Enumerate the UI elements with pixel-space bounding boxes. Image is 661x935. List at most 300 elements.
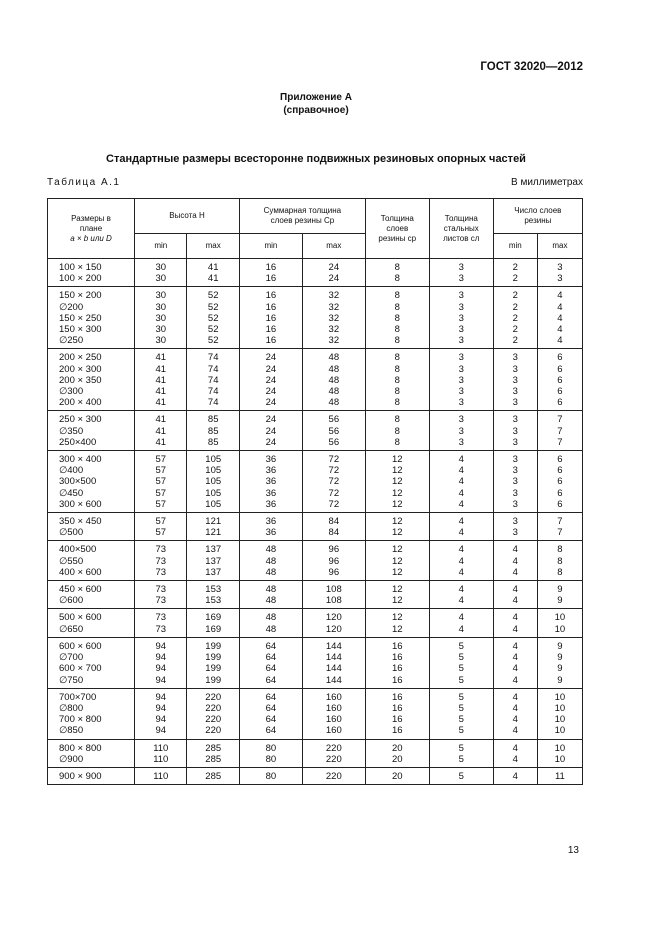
cell-line: 4 [458,566,464,578]
total-max-cell [302,609,365,637]
height-max-cell [187,541,239,581]
cell-line: 57 [155,465,167,477]
cell-line: 72 [328,476,340,488]
cell-line: 3 [512,465,518,477]
cell-line: 96 [328,555,340,567]
cell-line: 3 [512,476,518,488]
cell-line: 20 [391,753,403,765]
cell-line: 12 [391,487,403,499]
cell-line: 2 [512,335,518,347]
cell-line: 108 [325,584,342,596]
cell-line: 9 [557,652,563,664]
steel-thickness-cell [429,541,493,581]
cell-line: 48 [328,363,340,375]
total-max-cell [302,513,365,541]
cell-line: 8 [394,363,400,375]
cell-line: 3 [458,301,464,313]
cell-line: 160 [325,714,342,726]
layer-thickness-cell [365,349,429,411]
cell-line: 600 × 700 [59,663,102,675]
cell-line: 16 [265,301,277,313]
cell-line: 199 [205,652,222,664]
cell-line: 6 [557,363,563,375]
bearing-sizes-table [47,198,583,785]
cell-line: 4 [512,770,518,782]
cell-line: 85 [207,414,219,426]
cell-line: 74 [207,397,219,409]
cell-line: 48 [265,623,277,635]
cell-line: 74 [207,352,219,364]
cell-line: 48 [328,397,340,409]
cell-line: 3 [458,397,464,409]
cell-line: 8 [394,397,400,409]
cell-line: 6 [557,397,563,409]
total-min-cell [239,451,302,513]
cell-line: 48 [265,544,277,556]
cell-line: 300×500 [59,476,97,488]
count-min-cell [493,609,537,637]
cell-line: ∅350 [59,425,84,437]
cell-line: 600 × 600 [59,640,102,652]
count-max-cell [537,767,582,784]
cell-line: 8 [557,566,563,578]
cell-line: 48 [265,584,277,596]
cell-line: 3 [512,414,518,426]
cell-line: 4 [458,623,464,635]
cell-line: 48 [265,595,277,607]
count-max-cell [537,541,582,581]
table-row [48,259,583,287]
cell-line: 8 [394,290,400,302]
cell-line: ∅550 [59,555,84,567]
steel-thickness-cell [429,739,493,767]
cell-line: 220 [325,753,342,765]
cell-line: 52 [207,290,219,302]
height-max-cell [187,739,239,767]
cell-line: 8 [394,273,400,285]
cell-line: 3 [458,363,464,375]
cell-line: 85 [207,425,219,437]
count-min-cell [493,767,537,784]
cell-line: 150 × 300 [59,324,102,336]
cell-line: 10 [554,691,566,703]
total-min-cell [239,349,302,411]
cell-line: 4 [512,702,518,714]
count-min-cell [493,688,537,739]
steel-thickness-cell [429,451,493,513]
cell-line: 4 [512,663,518,675]
cell-line: 12 [391,465,403,477]
cell-line: 7 [557,527,563,539]
cell-line: 3 [512,352,518,364]
cell-line: 4 [512,742,518,754]
cell-line: 57 [155,527,167,539]
cell-line: 137 [205,544,222,556]
document-code: ГОСТ 32020—2012 [480,61,583,73]
total-max-cell [302,767,365,784]
cell-line: 100 × 150 [59,262,102,273]
cell-line: 41 [155,363,167,375]
steel-thickness-cell [429,259,493,287]
layer-thickness-cell [365,411,429,451]
table-row [48,688,583,739]
cell-line: 6 [557,374,563,386]
header-height: Высота H [135,199,240,234]
height-max-cell [187,581,239,609]
cell-line: 9 [557,640,563,652]
cell-line: 153 [205,595,222,607]
cell-line: 56 [328,436,340,448]
cell-line: 4 [512,652,518,664]
cell-line: 400 × 600 [59,566,102,578]
cell-line: 64 [265,702,277,714]
cell-line: 6 [557,476,563,488]
total-min-cell [239,739,302,767]
cell-line: 10 [554,725,566,737]
cell-line: 6 [557,498,563,510]
cell-line: 64 [265,663,277,675]
cell-line: 94 [155,663,167,675]
cell-line: 16 [391,663,403,675]
cell-line: 57 [155,476,167,488]
cell-line: 4 [512,674,518,686]
header-total-max: max [302,234,365,259]
cell-line: 32 [328,335,340,347]
cell-line: 250 × 300 [59,414,102,426]
cell-line: 8 [394,386,400,398]
height-min-cell [135,739,187,767]
layer-thickness-cell [365,581,429,609]
cell-line: 3 [458,335,464,347]
cell-line: 84 [328,516,340,528]
cell-line: 2 [512,324,518,336]
cell-line: 10 [554,753,566,765]
height-max-cell [187,287,239,349]
cell-line: 32 [328,324,340,336]
table-row [48,609,583,637]
count-min-cell [493,541,537,581]
cell-line: 7 [557,436,563,448]
cell-line: 24 [265,397,277,409]
cell-line: 3 [458,374,464,386]
cell-line: 41 [155,374,167,386]
header-steel-thickness: Толщина стальных листов cл [429,199,493,259]
cell-line: 48 [265,612,277,624]
cell-line: 32 [328,301,340,313]
cell-line: 3 [557,273,563,285]
height-max-cell [187,637,239,688]
size-cell [48,581,135,609]
count-max-cell [537,739,582,767]
cell-line: 4 [512,544,518,556]
cell-line: 84 [328,527,340,539]
cell-line: 30 [155,262,167,273]
cell-line: 36 [265,516,277,528]
cell-line: 220 [205,702,222,714]
height-min-cell [135,541,187,581]
cell-line: 73 [155,623,167,635]
total-min-cell [239,609,302,637]
cell-line: 74 [207,374,219,386]
cell-line: 220 [325,742,342,754]
appendix-heading [0,91,632,117]
cell-line: 64 [265,640,277,652]
cell-line: 5 [458,753,464,765]
cell-line: 73 [155,595,167,607]
cell-line: 12 [391,566,403,578]
size-cell [48,739,135,767]
total-min-cell [239,767,302,784]
header-layer-thickness: Толщина слоев резины cр [365,199,429,259]
total-min-cell [239,637,302,688]
cell-line: 94 [155,652,167,664]
cell-line: 3 [458,436,464,448]
cell-line: 3 [458,386,464,398]
cell-line: 16 [391,714,403,726]
cell-line: 900 × 900 [59,770,102,782]
total-max-cell [302,637,365,688]
cell-line: 64 [265,725,277,737]
cell-line: 16 [391,640,403,652]
cell-line: 144 [325,652,342,664]
cell-line: 5 [458,714,464,726]
cell-line: 36 [265,454,277,466]
cell-line: 105 [205,476,222,488]
layer-thickness-cell [365,541,429,581]
cell-line: 12 [391,516,403,528]
cell-line: 9 [557,674,563,686]
cell-line: 5 [458,663,464,675]
total-max-cell [302,581,365,609]
cell-line: 48 [265,566,277,578]
count-min-cell [493,349,537,411]
total-max-cell [302,541,365,581]
cell-line: 12 [391,612,403,624]
cell-line: 36 [265,498,277,510]
cell-line: 5 [458,702,464,714]
appendix-type: (справочное) [283,105,349,116]
cell-line: 56 [328,425,340,437]
cell-line: 144 [325,663,342,675]
size-cell [48,541,135,581]
page-number: 13 [567,845,579,856]
cell-line: 105 [205,454,222,466]
cell-line: 7 [557,516,563,528]
cell-line: 4 [557,324,563,336]
cell-line: 10 [554,612,566,624]
header-total-min: min [239,234,302,259]
cell-line: 300 × 600 [59,498,102,510]
cell-line: 4 [458,454,464,466]
size-cell [48,767,135,784]
cell-line: 2 [512,301,518,313]
cell-line: 3 [512,436,518,448]
cell-line: 3 [458,273,464,285]
cell-line: 199 [205,663,222,675]
table-row [48,513,583,541]
cell-line: 72 [328,487,340,499]
size-cell [48,451,135,513]
cell-line: 144 [325,640,342,652]
cell-line: 48 [328,352,340,364]
cell-line: 500 × 600 [59,612,102,624]
cell-line: 94 [155,702,167,714]
cell-line: 24 [265,363,277,375]
layer-thickness-cell [365,637,429,688]
cell-line: 3 [512,487,518,499]
layer-thickness-cell [365,513,429,541]
table-row [48,287,583,349]
cell-line: 6 [557,386,563,398]
cell-line: 4 [512,584,518,596]
steel-thickness-cell [429,349,493,411]
cell-line: 24 [265,352,277,364]
cell-line: 12 [391,595,403,607]
cell-line: 4 [512,623,518,635]
cell-line: 16 [265,312,277,324]
cell-line: 94 [155,674,167,686]
cell-line: 200 × 250 [59,352,102,364]
height-min-cell [135,259,187,287]
cell-line: 105 [205,498,222,510]
cell-line: 220 [205,714,222,726]
count-min-cell [493,259,537,287]
cell-line: 2 [512,312,518,324]
cell-line: 8 [394,425,400,437]
cell-line: 450 × 600 [59,584,102,596]
cell-line: 12 [391,454,403,466]
height-max-cell [187,259,239,287]
count-max-cell [537,349,582,411]
table-row [48,451,583,513]
cell-line: 150 × 250 [59,312,102,324]
cell-line: 52 [207,324,219,336]
cell-line: 4 [512,714,518,726]
total-min-cell [239,259,302,287]
cell-line: 16 [391,691,403,703]
count-max-cell [537,513,582,541]
cell-line: 200 × 300 [59,363,102,375]
cell-line: 4 [557,290,563,302]
cell-line: 72 [328,454,340,466]
cell-line: 64 [265,674,277,686]
cell-line: 120 [325,612,342,624]
cell-line: ∅650 [59,623,84,635]
cell-line: 4 [557,301,563,313]
cell-line: 8 [394,352,400,364]
cell-line: 41 [207,262,219,273]
cell-line: 12 [391,555,403,567]
cell-line: 80 [265,753,277,765]
cell-line: 153 [205,584,222,596]
cell-line: 3 [458,425,464,437]
cell-line: 800 × 800 [59,742,102,754]
count-max-cell [537,609,582,637]
cell-line: 110 [153,742,169,754]
cell-line: 94 [155,640,167,652]
size-cell [48,609,135,637]
cell-line: 8 [394,312,400,324]
layer-thickness-cell [365,287,429,349]
cell-line: 5 [458,725,464,737]
cell-line: 4 [458,465,464,477]
cell-line: ∅800 [59,702,84,714]
cell-line: 8 [394,414,400,426]
total-max-cell [302,739,365,767]
cell-line: 285 [205,770,222,782]
cell-line: 105 [205,487,222,499]
cell-line: 85 [207,436,219,448]
size-cell [48,287,135,349]
cell-line: 10 [554,623,566,635]
cell-line: 6 [557,352,563,364]
cell-line: 220 [325,770,342,782]
cell-line: 10 [554,714,566,726]
cell-line: 57 [155,487,167,499]
cell-line: 24 [265,425,277,437]
cell-line: 220 [205,691,222,703]
steel-thickness-cell [429,411,493,451]
cell-line: 6 [557,454,563,466]
layer-thickness-cell [365,609,429,637]
steel-thickness-cell [429,513,493,541]
cell-line: 4 [458,476,464,488]
height-max-cell [187,688,239,739]
cell-line: 4 [458,487,464,499]
height-max-cell [187,349,239,411]
cell-line: 16 [265,262,277,273]
cell-line: 9 [557,595,563,607]
cell-line: 6 [557,487,563,499]
cell-line: 3 [512,454,518,466]
cell-line: 24 [328,273,340,285]
appendix-title: Приложение А [280,92,352,103]
size-cell [48,688,135,739]
cell-line: 16 [391,702,403,714]
cell-line: 100 × 200 [59,273,102,285]
cell-line: 137 [205,566,222,578]
cell-line: 12 [391,623,403,635]
count-max-cell [537,637,582,688]
cell-line: 56 [328,414,340,426]
cell-line: 20 [391,770,403,782]
cell-line: 4 [458,584,464,596]
total-min-cell [239,688,302,739]
count-min-cell [493,739,537,767]
cell-line: ∅250 [59,335,84,347]
cell-line: 7 [557,425,563,437]
cell-line: 36 [265,487,277,499]
table-body [48,259,583,785]
cell-line: 3 [458,290,464,302]
cell-line: 48 [328,386,340,398]
height-min-cell [135,609,187,637]
cell-line: ∅400 [59,465,84,477]
header-size: Размеры в плане a × b или D [48,199,135,259]
cell-line: 48 [328,374,340,386]
height-min-cell [135,513,187,541]
cell-line: 137 [205,555,222,567]
cell-line: 36 [265,465,277,477]
steel-thickness-cell [429,767,493,784]
count-min-cell [493,637,537,688]
total-min-cell [239,581,302,609]
cell-line: 12 [391,476,403,488]
layer-thickness-cell [365,259,429,287]
cell-line: 57 [155,516,167,528]
cell-line: 4 [512,753,518,765]
cell-line: 3 [512,425,518,437]
